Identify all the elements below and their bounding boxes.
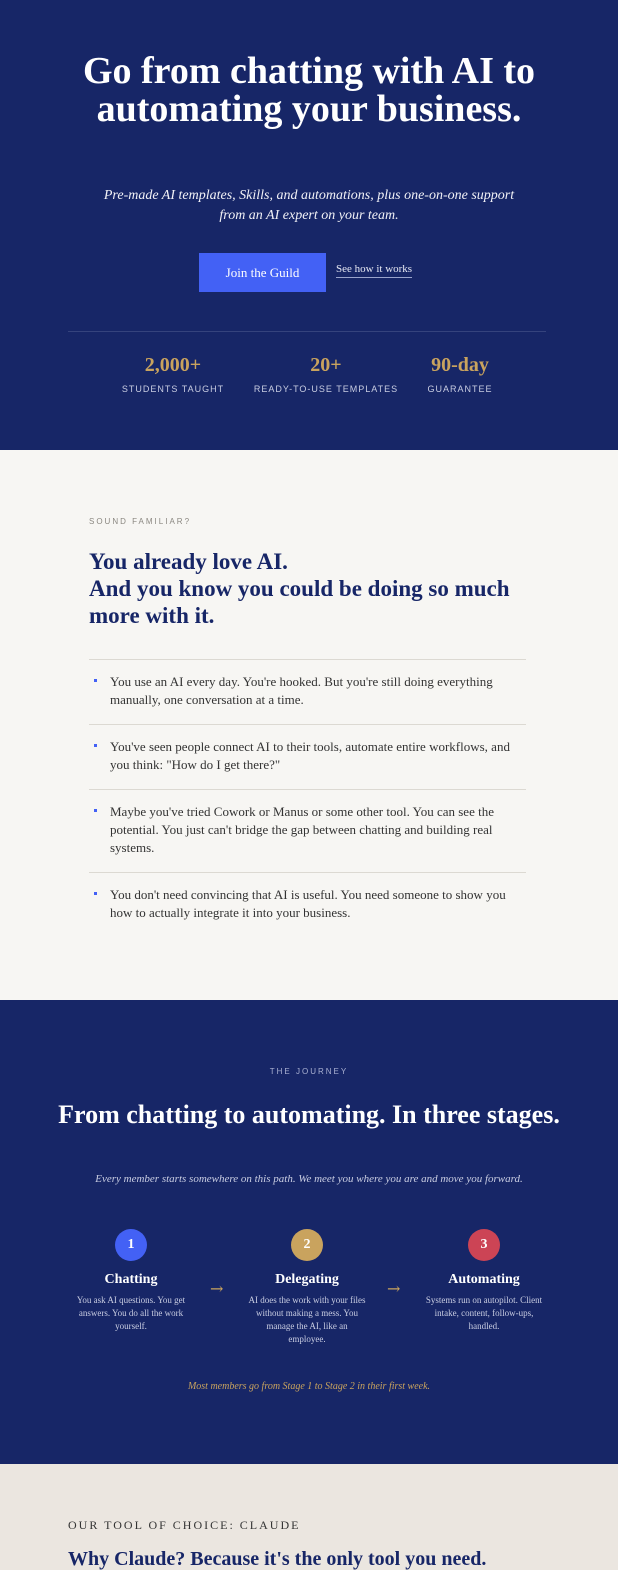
- familiar-title: [89, 548, 539, 629]
- familiar-section: [0, 450, 618, 1000]
- stage-name: Automating: [448, 1272, 520, 1287]
- stage-description: You ask AI questions. You get answers. You do all the work yourself.: [76, 1295, 186, 1331]
- arrow-right-icon: →: [387, 1279, 401, 1298]
- arrow-right-icon: →: [210, 1279, 224, 1298]
- stat-value: 20+: [310, 354, 342, 376]
- hero-subtitle: Pre-made AI templates, Skills, and automations, plus one-on-one support from an AI expert on your team.: [103, 188, 515, 223]
- stage-description: AI does the work with your files without making a mess. You manage the AI, like an employee.: [248, 1295, 366, 1344]
- stat-templates: [252, 353, 400, 394]
- stage-number-badge: 1: [115, 1229, 147, 1261]
- journey-note: Most members go from Stage 1 to Stage 2 in their first week.: [187, 1381, 431, 1392]
- stat-label: GUARANTEE: [427, 384, 493, 394]
- stage-number-badge: 2: [291, 1229, 323, 1261]
- list-item: [89, 872, 526, 937]
- stage-name: Delegating: [275, 1272, 339, 1287]
- pain-points-list: [89, 659, 526, 937]
- list-item-text: You've seen people connect AI to their tools, automate entire workflows, and you think: "How do I get there?": [110, 739, 510, 772]
- stat-value: 2,000+: [144, 354, 202, 376]
- stat-label: STUDENTS TAUGHT: [121, 384, 225, 394]
- bullet-icon: [94, 744, 97, 747]
- list-item-text: You don't need convincing that AI is useful. You need someone to show you how to actually integrate it into your business.: [110, 887, 506, 920]
- list-item-text: You use an AI every day. You're hooked. But you're still doing everything manually, one conversation at a time.: [110, 674, 493, 707]
- journey-section: [0, 1000, 618, 1464]
- bullet-icon: [94, 809, 97, 812]
- hero-divider: [68, 331, 546, 332]
- familiar-eyebrow: SOUND FAMILIAR?: [89, 517, 192, 526]
- journey-eyebrow: THE JOURNEY: [269, 1067, 349, 1076]
- stage-number-badge: 3: [468, 1229, 500, 1261]
- stage-description: Systems run on autopilot. Client intake, content, follow-ups, handled.: [425, 1295, 543, 1331]
- list-item-text: Maybe you've tried Cowork or Manus or some other tool. You can see the potential. You just can't bridge the gap between chatting and building real systems.: [110, 804, 494, 855]
- stage-delegating: [237, 1229, 377, 1346]
- join-guild-button[interactable]: Join the Guild: [199, 253, 326, 292]
- journey-subtitle: Every member starts somewhere on this path. We meet you where you are and move you forward.: [95, 1173, 523, 1185]
- see-how-it-works-link[interactable]: See how it works: [336, 263, 412, 278]
- claude-title: Why Claude? Because it's the only tool you need.: [68, 1548, 487, 1570]
- stat-guarantee: [420, 353, 500, 394]
- journey-title: From chatting to automating. In three stages.: [58, 1100, 560, 1129]
- familiar-title-line2: And you know you could be doing so much more with it.: [89, 576, 510, 628]
- bullet-icon: [94, 892, 97, 895]
- familiar-title-line1: You already love AI.: [89, 549, 288, 574]
- list-item: [89, 659, 526, 724]
- hero-title: Go from chatting with AI to automating your business.: [82, 50, 536, 130]
- stat-students: [118, 353, 228, 394]
- claude-eyebrow: OUR TOOL OF CHOICE: CLAUDE: [68, 1518, 301, 1532]
- stage-name: Chatting: [104, 1272, 158, 1287]
- stage-chatting: [61, 1229, 201, 1333]
- list-item: [89, 724, 526, 789]
- claude-section: [0, 1464, 618, 1570]
- stat-label: READY-TO-USE TEMPLATES: [253, 384, 399, 394]
- stat-value: 90-day: [431, 354, 489, 376]
- bullet-icon: [94, 679, 97, 682]
- stage-automating: [414, 1229, 554, 1333]
- hero-section: [0, 0, 618, 450]
- list-item: [89, 789, 526, 872]
